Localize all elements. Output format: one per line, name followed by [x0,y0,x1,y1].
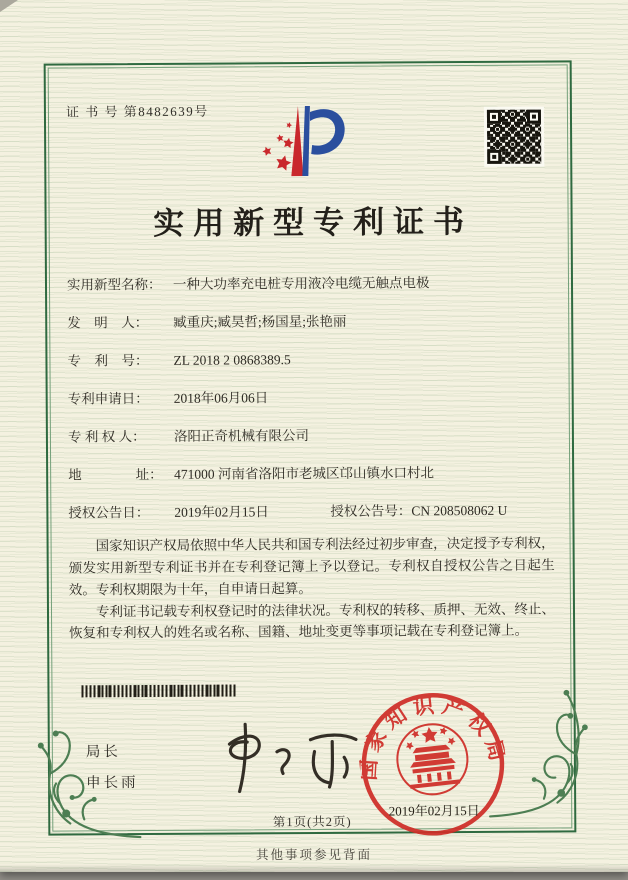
field-label: 发 明 人： [67,314,149,331]
field-patentee [68,423,558,447]
legal-paragraph: 国家知识产权局依照中华人民共和国专利法经过初步审查，决定授予专利权，颁发实用新型专利证书并在专利登记簿上予以登记。专利权自授权公告之日起生效。专利权期限为十年，自申请日起算。 [68,535,555,598]
field-label: 地 址： [68,466,163,483]
corner-flourish-icon [36,701,145,842]
field-name [67,271,557,295]
field-value: 臧重庆;臧昊哲;杨国星;张艳丽 [173,313,347,330]
field-filing-date [68,385,558,409]
field-value: 2018年06月06日 [173,390,269,406]
signer-name: 申长雨 [85,775,139,792]
field-grant-row [68,499,558,523]
barcode-icon [81,684,237,697]
field-label: 专 利 权 人： [67,429,146,445]
signer-role: 局长 [85,744,121,761]
qr-finder-icon [527,110,541,124]
page-number: 第1页(共2页) [272,814,352,830]
field-value: CN 208508062 U [411,502,508,519]
field-value: 一种大功率充电桩专用液冷电缆无触点电极 [172,275,430,292]
national-emblem-icon [394,721,471,798]
field-address [68,461,558,485]
seal-text: 国家知识产权局 [356,692,512,782]
field-label: 实用新型名称： [66,276,162,293]
field-inventors [67,309,557,333]
field-value: 471000 河南省洛阳市老城区邙山镇水口村北 [174,465,435,482]
field-value: 2019年02月15日 [174,504,269,520]
legal-paragraph: 专利证书记载专利权登记时的法律状况。专利权的转移、质押、无效、终止、恢复和专利权人的姓名或名称、国籍、地址变更等事项记载在专利登记簿上。 [69,601,556,641]
certificate-fields [67,271,559,540]
qr-finder-icon [487,150,501,164]
field-label: 授权公告号： [330,503,412,519]
field-label: 专利申请日： [67,390,149,407]
certificate-number: 证 书 号 第8482639号 [65,103,209,120]
field-publication-no [330,500,507,522]
field-grant-date [68,501,269,523]
field-label: 授权公告日： [68,504,150,521]
certificate-title: 实用新型专利证书 [153,203,474,241]
qr-code-icon [484,107,544,167]
field-label: 专 利 号： [67,352,149,369]
field-value: ZL 2018 2 0868389.5 [173,352,291,368]
field-patent-no [67,347,557,371]
seal-date: 2019年02月15日 [388,802,480,819]
field-value: 洛阳正奇机械有限公司 [173,428,309,444]
back-note: 其他事项参见背面 [255,848,372,862]
certificate-border [44,60,577,835]
cnipa-logo-icon [258,98,351,183]
legal-text [69,533,556,645]
qr-finder-icon [487,110,501,124]
